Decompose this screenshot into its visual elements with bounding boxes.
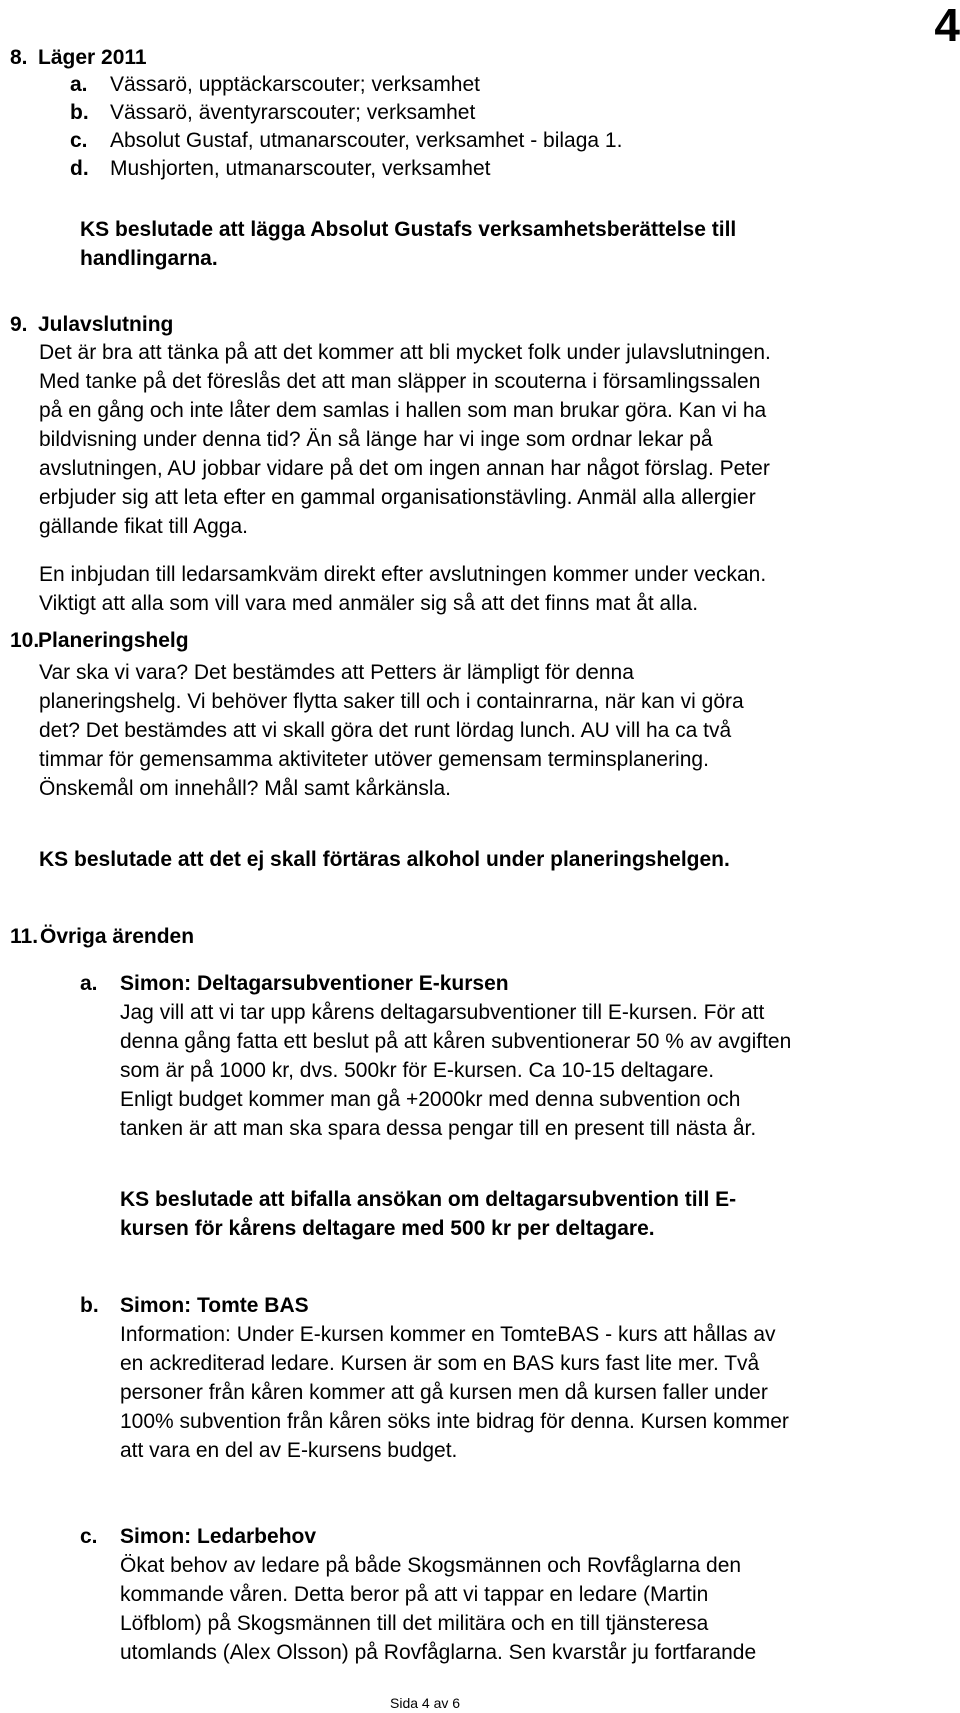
paragraph-line: utomlands (Alex Olsson) på Rovfåglarna. Sen kvarstår ju fortfarande: [120, 1641, 757, 1664]
page-number: 4: [934, 0, 960, 51]
section-11a-decision: [120, 1185, 736, 1243]
paragraph-line: Det är bra att tänka på att det kommer att bli mycket folk under julavslutningen.: [39, 341, 771, 364]
item-letter: b.: [80, 1294, 99, 1317]
section-11c-body: [120, 1551, 756, 1667]
section-10-decision: [39, 845, 730, 874]
section-8-number: 8.: [10, 46, 28, 69]
list-item: d. Mushjorten, utmanarscouter, verksamhet: [70, 157, 491, 180]
paragraph-line: på en gång och inte låter dem samlas i hallen som man brukar göra. Kan vi ha: [39, 399, 767, 422]
paragraph-line: erbjuder sig att leta efter en gammal organisationstävling. Anmäl alla allergier: [39, 486, 756, 509]
paragraph-line: Information: Under E-kursen kommer en TomteBAS - kurs att hållas av: [120, 1323, 776, 1346]
section-11a-body: [120, 998, 791, 1143]
decision-line: KS beslutade att bifalla ansökan om deltagarsubvention till E-: [120, 1188, 737, 1211]
paragraph-line: 100% subvention från kåren söks inte bidrag för denna. Kursen kommer: [120, 1410, 789, 1433]
section-11b-heading: [80, 1292, 309, 1320]
item-letter: c.: [80, 1525, 98, 1548]
paragraph-line: att vara en del av E-kursens budget.: [120, 1439, 458, 1462]
section-11: [10, 923, 194, 951]
section-8-title: Läger 2011: [38, 46, 147, 69]
item-title: Simon: Ledarbehov: [120, 1525, 317, 1548]
paragraph-line: bildvisning under denna tid? Än så länge har vi inge som ordnar lekar på: [39, 428, 713, 451]
paragraph-line: Med tanke på det föreslås det att man släpper in scouterna i församlingssalen: [39, 370, 761, 393]
paragraph-line: en ackrediterad ledare. Kursen är som en BAS kurs fast lite mer. Två: [120, 1352, 760, 1375]
section-11-title: Övriga ärenden: [40, 925, 195, 948]
paragraph-line: planeringshelg. Vi behöver flytta saker till och i containrarna, när kan vi göra: [39, 690, 744, 713]
section-10-body: [39, 658, 744, 803]
section-9-body-2: [39, 560, 766, 618]
list-item: c. Absolut Gustaf, utmanarscouter, verksamhet - bilaga 1.: [70, 129, 623, 152]
section-11c-heading: [80, 1523, 316, 1551]
decision-line: KS beslutade att lägga Absolut Gustafs verksamhetsberättelse till: [80, 218, 737, 241]
section-8: [10, 44, 147, 72]
paragraph-line: Ökat behov av ledare på både Skogsmännen och Rovfåglarna den: [120, 1554, 742, 1577]
paragraph-line: Viktigt att alla som vill vara med anmäler sig så att det finns mat åt alla.: [39, 592, 699, 615]
section-10: [10, 627, 189, 655]
section-9-body: [39, 338, 771, 541]
decision-line: kursen för kårens deltagare med 500 kr per deltagare.: [120, 1217, 655, 1240]
section-10-heading: [10, 627, 189, 655]
section-11a-heading: [80, 970, 509, 998]
paragraph-line: Löfblom) på Skogsmännen till det militära och en till tjänsteresa: [120, 1612, 709, 1635]
paragraph-line: det? Det bestämdes att vi skall göra det runt lördag lunch. AU vill ha ca två: [39, 719, 732, 742]
decision-line: KS beslutade att det ej skall förtäras alkohol under planeringshelgen.: [39, 848, 730, 871]
section-9-heading: [10, 311, 173, 339]
section-9-number: 9.: [10, 313, 28, 336]
paragraph-line: personer från kåren kommer att gå kursen men då kursen faller under: [120, 1381, 768, 1404]
paragraph-line: Önskemål om innehåll? Mål samt kårkänsla.: [39, 777, 452, 800]
item-title: Simon: Tomte BAS: [120, 1294, 309, 1317]
section-8-decision: [80, 215, 736, 273]
paragraph-line: Jag vill att vi tar upp kårens deltagarsubventioner till E-kursen. För att: [120, 1001, 765, 1024]
list-item: a. Vässarö, upptäckarscouter; verksamhet: [70, 73, 481, 96]
item-letter: a.: [80, 972, 98, 995]
paragraph-line: Var ska vi vara? Det bestämdes att Petters är lämpligt för denna: [39, 661, 634, 684]
paragraph-line: timmar för gemensamma aktiviteter utöver gemensam terminsplanering.: [39, 748, 709, 771]
decision-line: handlingarna.: [80, 247, 218, 270]
paragraph-line: En inbjudan till ledarsamkväm direkt efter avslutningen kommer under veckan.: [39, 563, 767, 586]
paragraph-line: Enligt budget kommer man gå +2000kr med denna subvention och: [120, 1088, 741, 1111]
section-9-title: Julavslutning: [38, 313, 174, 336]
section-8-items: [70, 71, 622, 183]
section-10-number: 10.: [10, 629, 40, 652]
section-9: [10, 311, 173, 339]
paragraph-line: gällande fikat till Agga.: [39, 515, 248, 538]
paragraph-line: denna gång fatta ett beslut på att kåren subventionerar 50 % av avgiften: [120, 1030, 792, 1053]
section-10-title: Planeringshelg: [38, 629, 189, 652]
section-8-heading: [10, 44, 147, 72]
section-11b-body: [120, 1320, 789, 1465]
section-11-number: 11.: [10, 925, 39, 948]
paragraph-line: kommande våren. Detta beror på att vi tappar en ledare (Martin: [120, 1583, 709, 1606]
item-title: Simon: Deltagarsubventioner E-kursen: [120, 972, 509, 995]
page-footer: Sida 4 av 6: [390, 1695, 461, 1711]
paragraph-line: tanken är att man ska spara dessa pengar till en present till nästa år.: [120, 1117, 757, 1140]
paragraph-line: som är på 1000 kr, dvs. 500kr för E-kursen. Ca 10-15 deltagare.: [120, 1059, 715, 1082]
list-item: b. Vässarö, äventyrarscouter; verksamhet: [70, 101, 476, 124]
paragraph-line: avslutningen, AU jobbar vidare på det om ingen annan har något förslag. Peter: [39, 457, 770, 480]
section-11-heading: [10, 923, 194, 951]
